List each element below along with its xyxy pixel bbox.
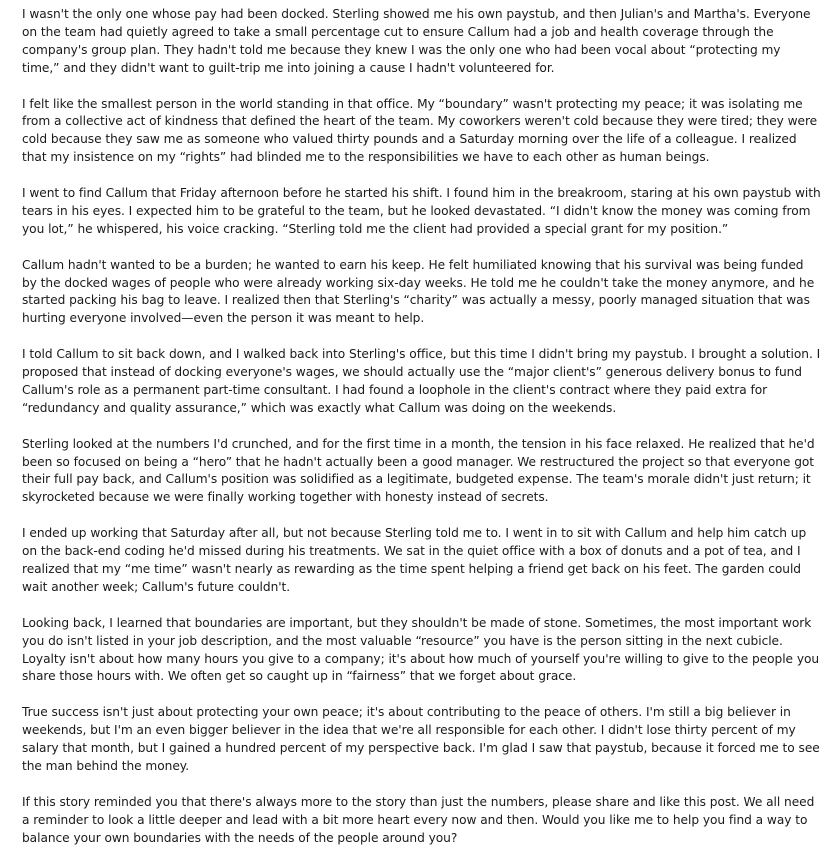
paragraph-3: I went to find Callum that Friday afternoon before he started his shift. I found him in the breakroom, staring at his own paystub with tears in his eyes. I expected him to be grateful to the team, but he looked devastated. “I didn't know the money was coming from you lot,” he whispered, his voice cracking. “Sterling told me the client had provided a special grant for my position.” [22, 186, 821, 236]
paragraph-4: Callum hadn't wanted to be a burden; he wanted to earn his keep. He felt humiliated knowing that his survival was being funded by the docked wages of people who were already working six-day weeks. He told me he couldn't take the money anymore, and he started packing his bag to leave. I realized then that Sterling's “charity” was actually a messy, poorly managed situation that was hurting everyone involved—even the person it was meant to help. [22, 257, 815, 326]
paragraph-2: I felt like the smallest person in the world standing in that office. My “boundary” wasn't protecting my peace; it was isolating me from a collective act of kindness that defined the heart of the team. My coworkers weren't cold because they were tired; they were cold because they saw me as someone who valued thirty pounds and a Saturday morning over the life of a colleague. I realized that my insistence on my “rights” had blinded me to the responsibilities we have to each other as human beings. [22, 96, 818, 165]
paragraph-1: I wasn't the only one whose pay had been docked. Sterling showed me his own paystub, and then Julian's and Martha's. Everyone on the team had quietly agreed to take a small percentage cut to ensure Callum had a job and health coverage through the company's group plan. They hadn't told me because they knew I was the only one who had been vocal about “protecting my time,” and they didn't want to guilt-trip me into joining a cause I hadn't volunteered for. [22, 7, 811, 75]
paragraph-8: Looking back, I learned that boundaries are important, but they shouldn't be made of stone. Sometimes, the most important work you do isn't listed in your job description, and the most valuable “resource” you have is the person sitting in the next cubicle. Loyalty isn't about how many hours you give to a company; it's about how much of yourself you're willing to give to the people you share those hours with. We often get so caught up in “fairness” that we forget about grace. [22, 615, 820, 684]
paragraph-6: Sterling looked at the numbers I'd crunched, and for the first time in a month, the tension in his face relaxed. He realized that he'd been so focused on being a “hero” that he hadn't actually been a good manager. We restructured the project so that everyone got their full pay back, and Callum's position was solidified as a legitimate, budgeted expense. The team's morale didn't just return; it skyrocketed because we were finally working together with honesty instead of secrets. [22, 436, 815, 505]
paragraph-5: I told Callum to sit back down, and I walked back into Sterling's office, but this time I didn't bring my paystub. I brought a solution. I proposed that instead of docking everyone's wages, we should actually use the “major client's” generous delivery bonus to fund Callum's role as a permanent part-time consultant. I had found a loophole in the client's contract where they paid extra for “redundancy and quality assurance,” which was exactly what Callum was doing on the weekends. [22, 347, 821, 415]
paragraph-7: I ended up working that Saturday after all, but not because Sterling told me to. I went in to sit with Callum and help him catch up on the back-end coding he'd missed during his treatments. We sat in the quiet office with a box of donuts and a pot of tea, and I realized that my “me time” wasn't nearly as rewarding as the time spent helping a friend get back on his feet. The garden could wait another week; Callum's future couldn't. [22, 526, 807, 594]
paragraph-10: If this story reminded you that there's always more to the story than just the numbers, please share and like this post. We all need a reminder to look a little deeper and lead with a bit more heart every now and then. Would you like me to help you find a way to balance your own boundaries with the needs of the people around you? [22, 794, 815, 845]
paragraph-9: True success isn't just about protecting your own peace; it's about contributing to the peace of others. I'm still a big believer in weekends, but I'm an even bigger believer in the idea that we're all responsible for each other. I didn't lose thirty percent of my salary that month, but I gained a hundred percent of my perspective back. I'm glad I saw that paystub, because it forced me to see the man behind the money. [22, 705, 820, 773]
